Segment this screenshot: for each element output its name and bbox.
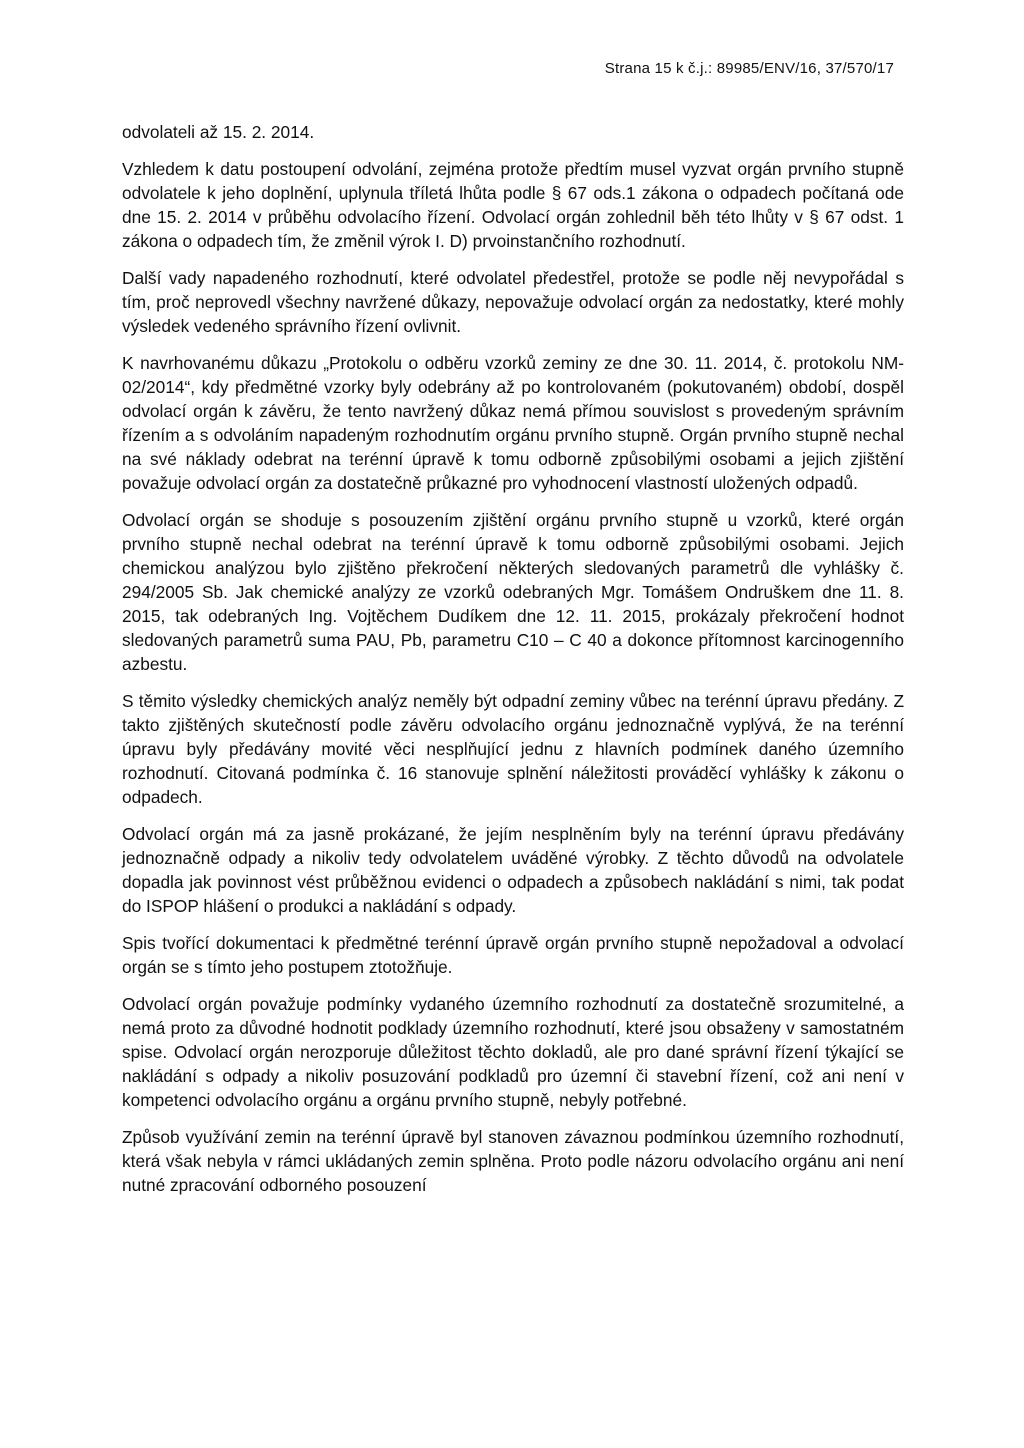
paragraph: Způsob využívání zemin na terénní úpravě byl stanoven závaznou podmínkou územního rozhodnutí, která však nebyla v rámci ukládaných zemin splněna. Proto podle názoru odvolacího orgánu ani není nutné zpracování odborného posouzení: [122, 1127, 904, 1195]
paragraph: Vzhledem k datu postoupení odvolání, zejména protože předtím musel vyzvat orgán prvního stupně odvolatele k jeho doplnění, uplynula tříletá lhůta podle § 67 ods.1 zákona o odpadech počítaná ode dne 15. 2. 2014 v průběhu odvolacího řízení. Odvolací orgán zohlednil běh této lhůty v § 67 odst. 1 zákona o odpadech tím, že změnil výrok I. D) prvoinstančního rozhodnutí.: [122, 159, 904, 251]
page-reference-header: Strana 15 k č.j.: 89985/ENV/16, 37/570/17: [604, 60, 894, 77]
paragraph: odvolateli až 15. 2. 2014.: [122, 122, 315, 142]
paragraph: Spis tvořící dokumentaci k předmětné terénní úpravě orgán prvního stupně nepožadoval a odvolací orgán se s tímto jeho postupem ztotožňuje.: [122, 933, 904, 977]
paragraph: Odvolací orgán považuje podmínky vydaného územního rozhodnutí za dostatečně srozumitelné, a nemá proto za důvodné hodnotit podklady územního rozhodnutí, které jsou obsaženy v samostatném spise. Odvolací orgán nerozporuje důležitost těchto dokladů, ale pro dané správní řízení týkající se nakládání s odpady a nikoliv posuzování podkladů pro územní či stavební řízení, což ani není v kompetenci odvolacího orgánu a orgánu prvního stupně, nebyly potřebné.: [122, 994, 904, 1110]
paragraph: Odvolací orgán se shoduje s posouzením zjištění orgánu prvního stupně u vzorků, které orgán prvního stupně nechal odebrat na terénní úpravě k tomu odborně způsobilými osobami. Jejich chemickou analýzou bylo zjištěno překročení některých sledovaných parametrů dle vyhlášky č. 294/2005 Sb. Jak chemické analýzy ze vzorků odebraných Mgr. Tomášem Ondruškem dne 11. 8. 2015, tak odebraných Ing. Vojtěchem Dudíkem dne 12. 11. 2015, prokázaly překročení hodnot sledovaných parametrů suma PAU, Pb, parametru C10 – C 40 a dokonce přítomnost karcinogenního azbestu.: [122, 510, 904, 674]
paragraph: S těmito výsledky chemických analýz neměly být odpadní zeminy vůbec na terénní úpravu předány. Z takto zjištěných skutečností podle závěru odvolacího orgánu jednoznačně vyplývá, že na terénní úpravu byly předávány movité věci nesplňující jednu z hlavních podmínek daného územního rozhodnutí. Citovaná podmínka č. 16 stanovuje splnění náležitosti prováděcí vyhlášky k zákonu o odpadech.: [122, 691, 904, 807]
paragraph: K navrhovanému důkazu „Protokolu o odběru vzorků zeminy ze dne 30. 11. 2014, č. protokolu NM-02/2014“, kdy předmětné vzorky byly odebrány až po kontrolovaném (pokutovaném) období, dospěl odvolací orgán k závěru, že tento navržený důkaz nemá přímou souvislost s provedeným správním řízením a s odvoláním napadeným rozhodnutím orgánu prvního stupně. Orgán prvního stupně nechal na své náklady odebrat na terénní úpravě k tomu odborně způsobilými osobami a jejich zjištění považuje odvolací orgán za dostatečně průkazné pro vyhodnocení vlastností uložených odpadů.: [122, 353, 904, 493]
paragraph: Další vady napadeného rozhodnutí, které odvolatel předestřel, protože se podle něj nevypořádal s tím, proč neprovedl všechny navržené důkazy, nepovažuje odvolací orgán za nedostatky, které mohly výsledek vedeného správního řízení ovlivnit.: [122, 268, 904, 336]
document-body: [122, 120, 904, 1210]
paragraph: Odvolací orgán má za jasně prokázané, že jejím nesplněním byly na terénní úpravu předávány jednoznačně odpady a nikoliv tedy odvolatelem uváděné výrobky. Z těchto důvodů na odvolatele dopadla jak povinnost vést průběžnou evidenci o odpadech a způsobech nakládání s nimi, tak podat do ISPOP hlášení o produkci a nakládání s odpady.: [122, 824, 904, 916]
